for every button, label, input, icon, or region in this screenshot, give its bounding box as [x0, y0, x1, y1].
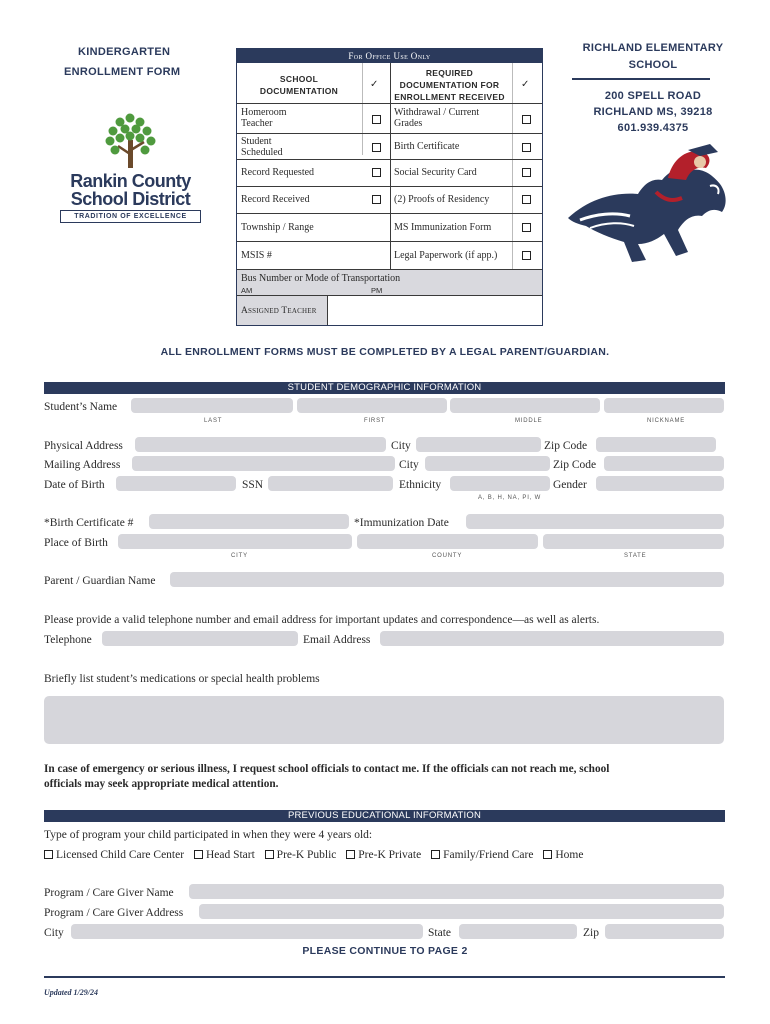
student-middle-name-field[interactable]	[450, 398, 600, 413]
office-col2-header-line1: REQUIRED	[425, 68, 474, 78]
telephone-field[interactable]	[102, 631, 298, 646]
home-checkbox[interactable]	[543, 850, 552, 859]
office-birth-cert-checkbox[interactable]	[522, 143, 531, 152]
office-social-security: Social Security Card	[394, 167, 477, 178]
office-use-title: For Office Use Only	[237, 49, 542, 63]
office-am-label: AM	[241, 286, 253, 295]
parent-name-label: Parent / Guardian Name	[44, 575, 156, 587]
option-pre-k-public[interactable]: Pre-K Public	[265, 849, 337, 861]
immunization-date-label: *Immunization Date	[354, 517, 449, 529]
office-pm-label: PM	[371, 286, 383, 295]
office-township-range: Township / Range	[241, 222, 314, 233]
pre-k-private-checkbox[interactable]	[346, 850, 355, 859]
office-immunization-form: MS Immunization Form	[394, 222, 492, 233]
school-name-line1: RICHLAND ELEMENTARY	[582, 42, 724, 54]
office-record-received: Record Received	[241, 194, 310, 205]
office-immunization-checkbox[interactable]	[522, 223, 531, 232]
office-record-requested: Record Requested	[241, 167, 315, 178]
caregiver-city-label: City	[44, 927, 64, 939]
emergency-line1: In case of emergency or serious illness, I request school officials to contact me. If the officials can not reach me, school	[44, 763, 610, 775]
office-homeroom-checkbox[interactable]	[372, 115, 381, 124]
mailing-city-label: City	[399, 459, 419, 471]
pob-state-sublabel: STATE	[624, 553, 647, 559]
physical-city-field[interactable]	[416, 437, 541, 452]
office-scheduled-line1: Student	[241, 136, 272, 147]
immunization-date-field[interactable]	[466, 514, 724, 529]
program-options	[44, 848, 590, 862]
form-title-line1: KINDERGARTEN	[78, 46, 171, 58]
birth-city-field[interactable]	[118, 534, 352, 549]
emergency-line2: officials may seek appropriate medical attention.	[44, 778, 279, 790]
email-field[interactable]	[380, 631, 724, 646]
student-name-label: Student’s Name	[44, 401, 118, 413]
student-nickname-field[interactable]	[604, 398, 724, 413]
office-legal-paperwork: Legal Paperwork (if app.)	[394, 250, 498, 261]
physical-zip-label: Zip Code	[544, 440, 588, 452]
program-question: Type of program your child participated in when they were 4 years old:	[44, 829, 373, 841]
option-licensed-child-care[interactable]: Licensed Child Care Center	[44, 849, 184, 861]
office-col1-header-line2: DOCUMENTATION	[259, 86, 339, 96]
pob-county-sublabel: COUNTY	[432, 553, 463, 559]
family-friend-care-checkbox[interactable]	[431, 850, 440, 859]
caregiver-zip-label: Zip	[583, 927, 599, 939]
tree-icon	[58, 110, 203, 170]
office-col2-check-icon: ✓	[521, 79, 530, 90]
first-sublabel: FIRST	[364, 418, 386, 424]
caregiver-state-field[interactable]	[459, 924, 577, 939]
office-use-table	[236, 48, 543, 326]
caregiver-name-label: Program / Care Giver Name	[44, 887, 174, 899]
ssn-field[interactable]	[268, 476, 393, 491]
option-head-start[interactable]: Head Start	[194, 849, 255, 861]
office-proofs-residency: (2) Proofs of Residency	[394, 194, 490, 205]
office-msis: MSIS #	[241, 250, 272, 261]
email-label: Email Address	[303, 634, 371, 646]
ssn-label: SSN	[242, 479, 264, 491]
office-birth-certificate: Birth Certificate	[394, 141, 460, 152]
physical-city-label: City	[391, 440, 411, 452]
office-residency-checkbox[interactable]	[522, 195, 531, 204]
option-pre-k-private[interactable]: Pre-K Private	[346, 849, 421, 861]
birth-state-field[interactable]	[543, 534, 724, 549]
ethnicity-codes: A, B, H, NA, PI, W	[478, 495, 542, 501]
licensed-child-care-checkbox[interactable]	[44, 850, 53, 859]
guardian-notice: ALL ENROLLMENT FORMS MUST BE COMPLETED BY A LEGAL PARENT/GUARDIAN.	[160, 346, 610, 358]
updated-date: Updated 1/29/24	[44, 988, 98, 997]
place-of-birth-label: Place of Birth	[44, 537, 108, 549]
office-bus-label: Bus Number or Mode of Transportation	[241, 273, 401, 284]
school-divider	[572, 78, 710, 80]
student-first-name-field[interactable]	[297, 398, 447, 413]
option-family-friend-care[interactable]: Family/Friend Care	[431, 849, 533, 861]
office-withdrawal-line2: Grades	[394, 118, 423, 129]
dob-label: Date of Birth	[44, 479, 105, 491]
pre-k-public-checkbox[interactable]	[265, 850, 274, 859]
continue-notice: PLEASE CONTINUE TO PAGE 2	[302, 945, 468, 957]
previous-section-header: PREVIOUS EDUCATIONAL INFORMATION	[44, 810, 725, 822]
caregiver-address-field[interactable]	[199, 904, 724, 919]
caregiver-address-label: Program / Care Giver Address	[44, 907, 184, 919]
logo-line2: School District	[70, 189, 191, 209]
physical-address-label: Physical Address	[44, 440, 123, 452]
office-ss-card-checkbox[interactable]	[522, 168, 531, 177]
mailing-address-label: Mailing Address	[44, 459, 121, 471]
office-homeroom-line1: Homeroom	[241, 107, 287, 118]
mailing-address-field[interactable]	[132, 456, 395, 471]
student-section-header: STUDENT DEMOGRAPHIC INFORMATION	[44, 382, 725, 394]
office-scheduled-line2: Scheduled	[241, 147, 283, 158]
form-title-line2: ENROLLMENT FORM	[64, 66, 181, 78]
office-withdrawal-line1: Withdrawal / Current	[394, 107, 480, 118]
pob-city-sublabel: CITY	[231, 553, 248, 559]
footer-divider	[44, 976, 725, 978]
district-logo	[58, 110, 203, 230]
caregiver-city-field[interactable]	[71, 924, 423, 939]
school-address-line2: RICHLAND MS, 39218	[593, 106, 713, 118]
nickname-sublabel: NICKNAME	[647, 418, 686, 424]
school-address-line1: 200 SPELL ROAD	[604, 90, 702, 102]
mascot-horse-rider-icon	[560, 140, 735, 265]
office-assigned-teacher-label: Assigned Teacher	[241, 306, 317, 316]
office-col1-header-line1: SCHOOL	[279, 74, 319, 84]
office-col2-header-line3: ENROLLMENT RECEIVED	[394, 92, 505, 102]
telephone-label: Telephone	[44, 634, 92, 646]
gender-label: Gender	[553, 479, 587, 491]
office-assigned-teacher-field[interactable]	[328, 296, 542, 325]
parent-name-field[interactable]	[170, 572, 724, 587]
caregiver-name-field[interactable]	[189, 884, 724, 899]
office-withdrawal-checkbox[interactable]	[522, 115, 531, 124]
option-home[interactable]: Home	[543, 849, 583, 861]
mailing-city-field[interactable]	[425, 456, 550, 471]
dob-field[interactable]	[116, 476, 236, 491]
logo-tagline: TRADITION OF EXCELLENCE	[60, 210, 201, 223]
office-col2-header-line2: DOCUMENTATION FOR	[399, 80, 500, 90]
office-scheduled-checkbox[interactable]	[372, 143, 381, 152]
health-prompt: Briefly list student’s medications or special health problems	[44, 673, 320, 685]
gender-field[interactable]	[596, 476, 724, 491]
birth-cert-label: *Birth Certificate #	[44, 517, 134, 529]
office-homeroom-line2: Teacher	[241, 118, 273, 129]
student-last-name-field[interactable]	[131, 398, 293, 413]
ethnicity-label: Ethnicity	[399, 479, 442, 491]
office-record-requested-checkbox[interactable]	[372, 168, 381, 177]
contact-note: Please provide a valid telephone number and email address for important updates and correspondence—as well as alerts.	[44, 614, 600, 626]
office-record-received-checkbox[interactable]	[372, 195, 381, 204]
mailing-zip-field[interactable]	[604, 456, 724, 471]
school-phone: 601.939.4375	[617, 122, 689, 134]
mailing-zip-label: Zip Code	[553, 459, 597, 471]
head-start-checkbox[interactable]	[194, 850, 203, 859]
ethnicity-field[interactable]	[450, 476, 550, 491]
office-legal-checkbox[interactable]	[522, 251, 531, 260]
birth-county-field[interactable]	[357, 534, 538, 549]
caregiver-zip-field[interactable]	[605, 924, 724, 939]
physical-zip-field[interactable]	[596, 437, 716, 452]
office-col1-check-icon: ✓	[370, 79, 379, 90]
birth-cert-field[interactable]	[149, 514, 349, 529]
physical-address-field[interactable]	[135, 437, 386, 452]
caregiver-state-label: State	[428, 927, 451, 939]
school-name-line2: SCHOOL	[628, 59, 678, 71]
middle-sublabel: MIDDLE	[515, 418, 543, 424]
logo-line1: Rankin County	[70, 171, 191, 191]
last-sublabel: LAST	[204, 418, 223, 424]
health-textarea[interactable]	[44, 696, 724, 744]
